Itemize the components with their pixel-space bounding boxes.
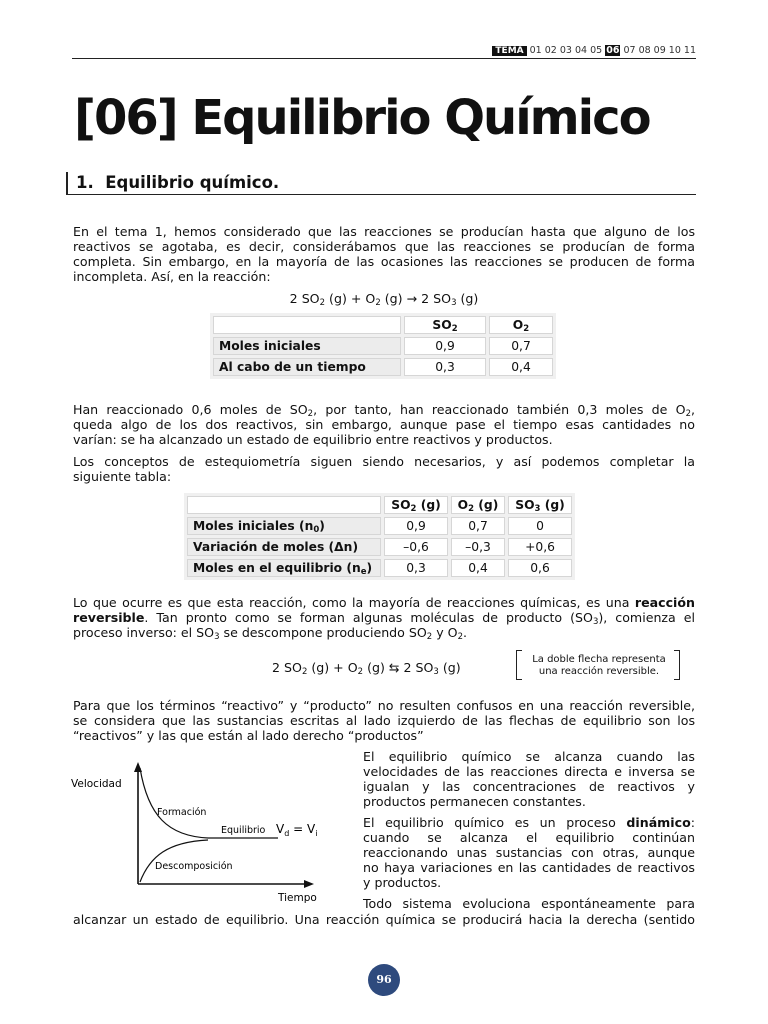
text: se descompone produciendo SO xyxy=(219,625,427,640)
sub: 2 xyxy=(457,632,464,642)
eq2-sub: 2 xyxy=(357,667,364,677)
text: , por tanto, han reaccionado también 0,3 moles de O xyxy=(313,402,686,417)
table-cell: 0,7 xyxy=(489,337,553,355)
eq1-part: (g) → 2 SO xyxy=(380,291,452,306)
table-cell: 0,9 xyxy=(404,337,486,355)
bold-text: reacción xyxy=(634,595,695,610)
text: . Tan pronto como se forman algunas moléculas de producto (SO xyxy=(144,610,593,625)
rc-line: El equilibrio químico se alcanza cuando las xyxy=(363,749,695,764)
table-cell: 0,3 xyxy=(404,358,486,376)
label-sub: 0 xyxy=(313,525,320,535)
sub: 2 xyxy=(307,409,314,419)
table-row xyxy=(187,559,572,577)
header-tail: (g) xyxy=(474,498,499,512)
label-text: Moles en el equilibrio (n xyxy=(193,561,361,575)
table-cell: 0,3 xyxy=(384,559,448,577)
page-header xyxy=(72,44,696,58)
eq1-part: 2 SO xyxy=(289,291,320,306)
formula-sub: i xyxy=(315,829,318,838)
equilibrium-label: Equilibrio xyxy=(221,825,266,836)
intro-line: reactivos se agotaba, es decir, considerábamos que las reacciones se producían de forma xyxy=(73,239,695,254)
header-text: SO xyxy=(515,498,535,512)
x-axis-arrow xyxy=(304,880,314,888)
note-line: una reacción reversible. xyxy=(538,666,660,677)
header-sub: 2 xyxy=(468,504,475,514)
p4-line xyxy=(73,595,695,610)
table-row xyxy=(187,496,572,514)
bold-text: dinámico xyxy=(626,815,691,830)
page-number: 96 xyxy=(368,964,400,996)
table-header xyxy=(489,316,553,334)
intro-paragraph xyxy=(73,224,695,284)
right-column-p2 xyxy=(363,815,695,890)
reversible-note xyxy=(520,652,678,682)
table-header xyxy=(384,496,448,514)
row-label xyxy=(187,559,381,577)
formula-part: V xyxy=(276,822,285,836)
header-sub: 2 xyxy=(451,324,458,334)
page-title: [06] Equilibrio Químico xyxy=(74,90,650,146)
table-cell: 0,9 xyxy=(384,517,448,535)
table-header xyxy=(451,496,505,514)
table-cell: 0,7 xyxy=(451,517,505,535)
paragraph-5 xyxy=(73,698,695,743)
label-text: Moles iniciales (n xyxy=(193,519,314,533)
paragraph-4 xyxy=(73,595,695,640)
row-label: Moles iniciales xyxy=(213,337,401,355)
intro-line: completa. Sin embargo, en la mayoría de las ocasiones las reacciones se producen de forma xyxy=(73,254,695,269)
text: El equilibrio químico es un proceso xyxy=(363,815,627,830)
rc-line: reaccionando unas sustancias con otras, aunque xyxy=(363,845,695,860)
final-line: alcanzar un estado de equilibrio. Una reacción química se producirá hacia la derecha (sentido xyxy=(73,912,695,927)
p2-line xyxy=(73,402,695,417)
section-rule xyxy=(66,194,696,195)
table-row xyxy=(213,316,553,334)
formula-part: = V xyxy=(289,822,316,836)
text: . xyxy=(463,625,468,640)
eq2-sub: 2 xyxy=(301,667,308,677)
header-sub: 2 xyxy=(410,504,417,514)
rc-line: cuando se alcanza el equilibrio continúan xyxy=(363,830,695,845)
table-cell: –0,6 xyxy=(384,538,448,556)
label-sub: e xyxy=(360,567,367,577)
p3-line: Los conceptos de estequiometría siguen siendo necesarios, y así podemos completar la xyxy=(73,454,695,469)
text: proceso inverso: el SO xyxy=(73,625,215,640)
text: y O xyxy=(432,625,458,640)
eq2-part: (g) xyxy=(438,660,461,675)
topics-before: 01 02 03 04 05 xyxy=(529,45,603,56)
section-number: 1. xyxy=(76,173,94,192)
table-corner xyxy=(213,316,401,334)
rc-line: no haya variaciones en las cantidades de reactivos xyxy=(363,860,695,875)
sub: 3 xyxy=(592,617,599,627)
header-text: SO xyxy=(391,498,411,512)
topics-after: 07 08 09 10 11 xyxy=(623,45,696,56)
table-row xyxy=(187,538,572,556)
eq1-sub: 2 xyxy=(319,298,326,308)
header-sub: 2 xyxy=(523,324,530,334)
p5-line: se considera que las sustancias escritas al lado izquierdo de las flechas de equilibrio son los xyxy=(73,713,695,728)
formula-sub: d xyxy=(284,829,290,838)
text: : xyxy=(690,815,695,830)
header-rule xyxy=(72,58,696,59)
table-corner xyxy=(187,496,381,514)
tema-label: TEMA xyxy=(492,46,526,56)
row-label xyxy=(187,517,381,535)
eq2-sub: 3 xyxy=(433,667,439,677)
label-text: Variación de moles (Δn) xyxy=(193,540,359,554)
header-tail: (g) xyxy=(540,498,565,512)
right-column-p3: Todo sistema evoluciona espontáneamente para xyxy=(363,896,695,911)
header-text: O xyxy=(457,498,469,512)
row-label: Al cabo de un tiempo xyxy=(213,358,401,376)
eq1-part: (g) xyxy=(456,291,479,306)
table-cell: 0,6 xyxy=(508,559,572,577)
row-label xyxy=(187,538,381,556)
p2-line: varían: se ha alcanzado un estado de equilibrio entre reactivos y productos. xyxy=(73,432,553,447)
text: Lo que ocurre es que esta reacción, como la mayoría de reacciones químicas, es una xyxy=(73,595,635,610)
sub: 2 xyxy=(426,632,433,642)
formation-label: Formación xyxy=(157,807,207,818)
p4-line xyxy=(73,610,695,625)
table-cell: +0,6 xyxy=(508,538,572,556)
p4-line xyxy=(73,625,695,640)
header-text: SO xyxy=(432,318,452,332)
bold-text: reversible xyxy=(73,610,145,625)
table-row xyxy=(213,358,553,376)
text: Han reaccionado 0,6 moles de SO xyxy=(73,402,308,417)
table-header xyxy=(508,496,572,514)
table-cell: –0,3 xyxy=(451,538,505,556)
rc-line xyxy=(363,815,695,830)
note-bracket-right xyxy=(674,650,680,680)
eq1-part: (g) + O xyxy=(325,291,376,306)
intro-line: incompleta. Así, en la reacción: xyxy=(73,269,271,284)
table-1 xyxy=(210,313,556,379)
table-row xyxy=(187,517,572,535)
equilibrium-formula xyxy=(276,822,317,838)
header-sub: 3 xyxy=(534,504,541,514)
x-axis-label: Tiempo xyxy=(278,892,317,904)
text: , xyxy=(690,402,695,417)
table-row xyxy=(213,337,553,355)
sub: 3 xyxy=(214,632,220,642)
table-cell: 0 xyxy=(508,517,572,535)
section-bar xyxy=(66,172,68,194)
rc-line: y productos. xyxy=(363,875,442,890)
label-tail: ) xyxy=(366,561,373,575)
rc-line: velocidades de las reacciones directa e inversa se xyxy=(363,764,695,779)
paragraph-2 xyxy=(73,402,695,447)
rc-line: productos permanecen constantes. xyxy=(363,794,586,809)
sub: 2 xyxy=(685,409,691,419)
eq2-part: 2 SO xyxy=(272,660,302,675)
y-axis-label: Velocidad xyxy=(71,778,122,790)
label-tail: ) xyxy=(319,519,325,533)
header-tail: (g) xyxy=(416,498,441,512)
text: ), comienza el xyxy=(598,610,696,625)
intro-line: En el tema 1, hemos considerado que las reacciones se producían hasta que alguno de los xyxy=(73,224,695,239)
decomposition-label: Descomposición xyxy=(155,861,233,872)
rc-line: igualan y las concentraciones de reactivos y xyxy=(363,779,695,794)
equation-2 xyxy=(272,660,461,676)
right-column-p1 xyxy=(363,749,695,809)
section-title: Equilibrio químico. xyxy=(105,173,280,192)
header-text: O xyxy=(512,318,524,332)
paragraph-3 xyxy=(73,454,695,484)
p5-line: Para que los términos “reactivo” y “producto” no resulten confusos en una reacción reversible, xyxy=(73,698,695,713)
p5-line: “reactivos” y las que están al lado derecho “productos” xyxy=(73,728,424,743)
note-line: La doble flecha representa xyxy=(532,654,666,665)
table-header xyxy=(404,316,486,334)
equilibrium-graph xyxy=(68,756,358,906)
eq2-part: (g) + O xyxy=(307,660,358,675)
table-2 xyxy=(184,493,575,580)
section-heading xyxy=(76,172,279,194)
equation-1 xyxy=(72,291,696,307)
p2-line: queda algo de los dos reactivos, sin embargo, aunque pase el tiempo esas cantidades no xyxy=(73,417,695,432)
p3-line: siguiente tabla: xyxy=(73,469,172,484)
eq1-sub: 3 xyxy=(451,298,457,308)
eq2-part: (g) ⇆ 2 SO xyxy=(363,660,434,675)
eq1-sub: 2 xyxy=(375,298,381,308)
table-cell: 0,4 xyxy=(451,559,505,577)
table-cell: 0,4 xyxy=(489,358,553,376)
current-topic: 06 xyxy=(606,45,620,56)
